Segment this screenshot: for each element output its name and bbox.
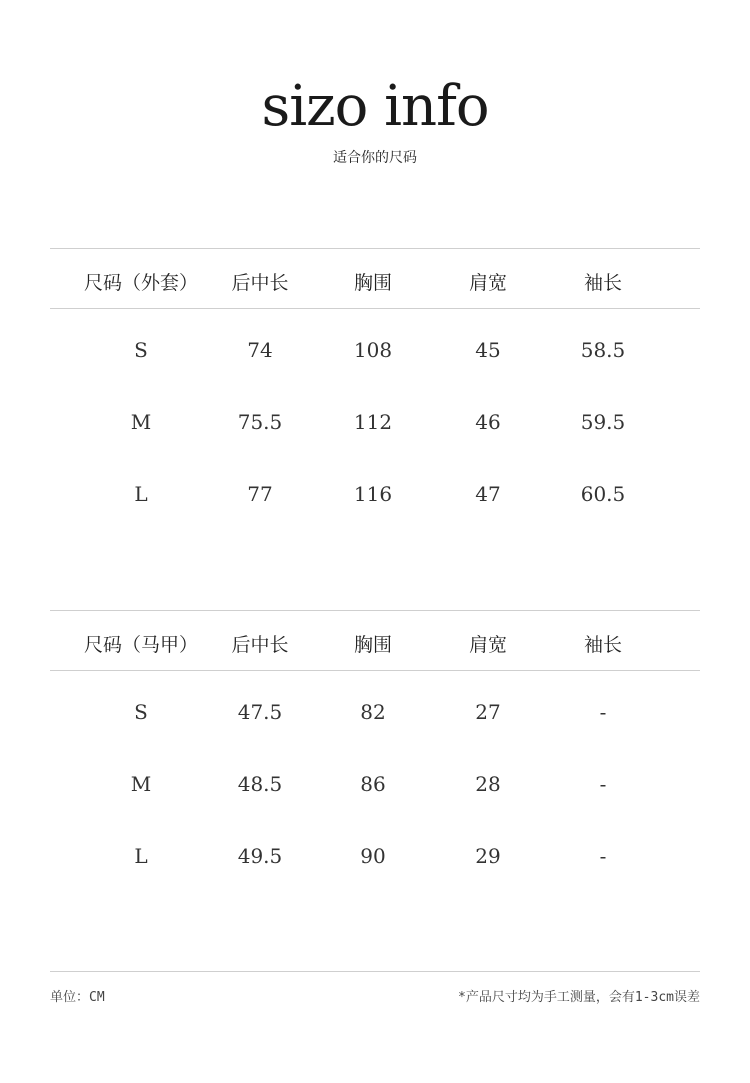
header-back-length: 后中长 (231, 634, 289, 656)
size-cell: S (134, 700, 148, 724)
table-header (50, 610, 700, 671)
table-row (50, 750, 700, 822)
header-back-length: 后中长 (231, 272, 289, 294)
back-length-cell: 49.5 (237, 844, 283, 868)
chest-cell: 90 (360, 844, 386, 868)
table-row (50, 460, 700, 532)
header-sleeve: 袖长 (583, 272, 623, 294)
page-subtitle: 适合你的尺码 (333, 150, 417, 166)
header-chest: 胸围 (353, 634, 393, 656)
sleeve-cell: 58.5 (580, 338, 626, 362)
size-cell: L (134, 844, 148, 868)
sleeve-cell: 59.5 (580, 410, 626, 434)
unit-label: 单位：CM (50, 990, 105, 1005)
measurement-note: *产品尺寸均为手工测量，会有1-3cm误差 (458, 990, 700, 1005)
back-length-cell: 74 (247, 338, 273, 362)
header-sleeve: 袖长 (583, 634, 623, 656)
sleeve-cell: 60.5 (580, 482, 626, 506)
shoulder-cell: 45 (475, 338, 501, 362)
sleeve-cell: - (599, 772, 607, 796)
size-cell: M (130, 772, 152, 796)
back-length-cell: 77 (247, 482, 273, 506)
table-header (50, 248, 700, 309)
size-table-jacket (50, 248, 700, 532)
footer-divider (50, 971, 700, 972)
chest-cell: 108 (353, 338, 393, 362)
table-row (50, 388, 700, 460)
shoulder-cell: 46 (475, 410, 501, 434)
header-size: 尺码（外套） (83, 272, 199, 294)
back-length-cell: 47.5 (237, 700, 283, 724)
chest-cell: 86 (360, 772, 386, 796)
shoulder-cell: 28 (475, 772, 501, 796)
back-length-cell: 75.5 (237, 410, 283, 434)
shoulder-cell: 47 (475, 482, 501, 506)
sleeve-cell: - (599, 844, 607, 868)
table-row (50, 678, 700, 750)
header-chest: 胸围 (353, 272, 393, 294)
sleeve-cell: - (599, 700, 607, 724)
header-size: 尺码（马甲） (83, 634, 199, 656)
table-row (50, 822, 700, 894)
header-shoulder: 肩宽 (468, 634, 508, 656)
shoulder-cell: 29 (475, 844, 501, 868)
chest-cell: 116 (353, 482, 393, 506)
page-title: sizo info (261, 74, 489, 139)
header-shoulder: 肩宽 (468, 272, 508, 294)
size-cell: L (134, 482, 148, 506)
size-cell: M (130, 410, 152, 434)
chest-cell: 82 (360, 700, 386, 724)
shoulder-cell: 27 (475, 700, 501, 724)
table-row (50, 316, 700, 388)
chest-cell: 112 (353, 410, 393, 434)
size-table-vest (50, 610, 700, 894)
back-length-cell: 48.5 (237, 772, 283, 796)
size-cell: S (134, 338, 148, 362)
